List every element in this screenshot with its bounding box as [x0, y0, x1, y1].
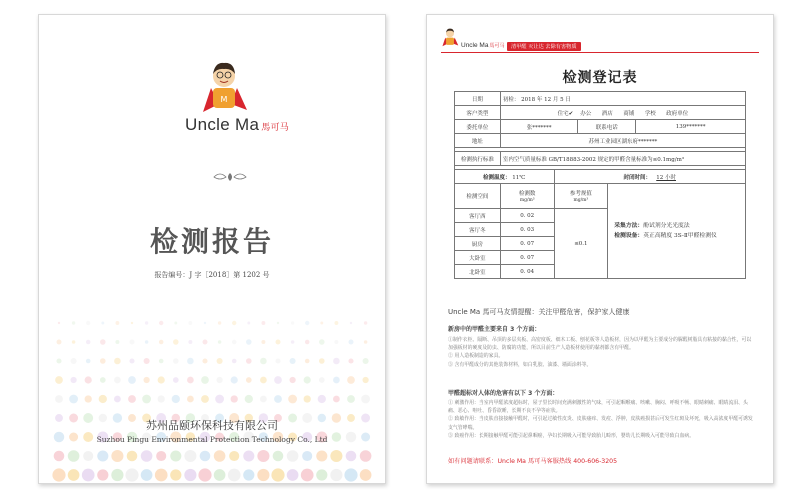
table-row	[455, 184, 746, 209]
decor-dot	[97, 469, 108, 480]
decor-dot	[173, 339, 179, 345]
decor-dot	[131, 322, 133, 324]
decor-dot	[52, 468, 65, 481]
company-name-cn: 苏州品颐环保科技有限公司	[146, 419, 278, 432]
cover-logo-brand: Uncle Ma	[185, 115, 260, 134]
decor-dot	[232, 340, 237, 345]
row-value: 0. 04	[500, 265, 554, 279]
registration-table	[454, 91, 746, 279]
row-value: 0. 07	[500, 251, 554, 265]
row-value: 0. 02	[500, 209, 554, 223]
decor-dot	[275, 358, 280, 363]
decor-dot	[141, 450, 153, 462]
section2-item: ② 致敏作用：当皮肤直接接触甲醛时，可引起过敏性皮炎、皮肤瘙痒、发痘、浮肿，皮肤癌损甚后可发生红斑及坏死，吸入高浓度甲醛可诱发支气管哮喘。	[448, 416, 753, 431]
reference-value: ≤0.1	[554, 209, 608, 279]
decor-dot	[261, 340, 265, 344]
section1-item: ② 用人造板制造的家具。	[448, 353, 504, 360]
decor-dot	[159, 321, 163, 325]
decor-dot	[58, 322, 60, 324]
decor-dot	[346, 451, 357, 462]
decor-dot	[260, 377, 267, 384]
table-row	[455, 120, 746, 134]
decor-dot	[57, 340, 62, 345]
col-value-title: 检测数	[518, 191, 536, 197]
decor-dot	[243, 469, 254, 480]
decor-dot	[305, 321, 309, 325]
row-space: 大卧室	[455, 251, 501, 265]
decor-dot	[159, 340, 164, 345]
decor-dot	[101, 322, 104, 325]
decor-dot	[218, 340, 222, 344]
cover-logo-cn: 馬可马	[261, 123, 290, 133]
report-page	[426, 14, 774, 484]
header-mascot-icon	[441, 27, 459, 49]
standard-label: 检测执行标准	[455, 152, 501, 166]
client-type-label: 客户类型	[455, 106, 501, 120]
decor-dot	[100, 358, 106, 364]
temperature-cell	[455, 170, 555, 184]
decor-dot	[304, 376, 311, 383]
section1-item: ③ 含有甲醛成分的其他装饰材料，如白乳胶、油漆、墙面涂料等。	[448, 361, 592, 368]
header-logo-cn: 馬可马	[489, 43, 505, 49]
decor-dot	[86, 340, 91, 345]
report-number: 报告编号：J 字［2018］第 1202 号	[154, 271, 270, 279]
row-space: 客厅冬	[455, 223, 501, 237]
section2-item: ③ 致癌作用：长期接触甲醛可能引起鼻咽癌，孕妇长期吸入可能导致胎儿畸形，婴幼儿长期吸入可能导致白血病。	[448, 432, 695, 439]
cover-page	[38, 14, 386, 484]
section2-title: 甲醛超标对人体的危害有以下 3 个方面：	[448, 390, 559, 397]
decor-dot	[246, 358, 252, 364]
decor-dot	[305, 359, 310, 364]
decor-dot	[246, 377, 252, 383]
row-space: 北卧室	[455, 265, 501, 279]
decor-dot	[184, 450, 196, 462]
decor-dot	[350, 322, 352, 324]
decor-dot	[142, 395, 151, 404]
decor-dot	[319, 377, 325, 383]
decor-dot	[86, 359, 91, 364]
client-unit-label: 委托单位	[455, 120, 501, 134]
decor-dot	[172, 395, 180, 403]
decor-dot	[229, 451, 239, 461]
dot-pattern-decoration	[51, 315, 373, 483]
decor-dot	[288, 395, 297, 404]
decor-dot	[72, 321, 75, 324]
decor-dot	[114, 396, 121, 403]
section1-paragraphs	[448, 336, 754, 369]
brand-reminder: Uncle Ma 馬可马友情提醒：关注甲醛危害，保护家人健康	[448, 308, 630, 316]
decor-dot	[144, 358, 150, 364]
decor-dot	[330, 450, 342, 462]
decor-dot	[291, 321, 294, 324]
decor-dot	[184, 469, 196, 481]
decor-dot	[204, 322, 206, 324]
decor-dot	[115, 321, 119, 325]
decor-dot	[128, 376, 136, 384]
temperature-value: 11℃	[512, 174, 526, 181]
decor-dot	[198, 468, 211, 481]
address-label: 地址	[455, 134, 501, 148]
row-space: 厨房	[455, 237, 501, 251]
decor-dot	[174, 322, 177, 325]
company-name-en: Suzhou Pingu Environmental Protection Technology Co., Ltd	[96, 435, 328, 444]
method-cell	[608, 184, 746, 279]
standard-value: 室内空气质量标准 GB/T18883-2002 规定的甲醛含量标准为≤0.1mg/m³	[500, 152, 745, 166]
decor-dot	[360, 450, 372, 462]
decor-dot	[287, 469, 299, 481]
decor-dot	[187, 396, 194, 403]
decor-dot	[257, 450, 269, 462]
decor-dot	[156, 451, 166, 461]
table-row	[455, 152, 746, 166]
decor-dot	[333, 396, 340, 403]
decor-dot	[83, 451, 93, 461]
client-type-option: 住宅✔	[557, 110, 574, 117]
device-label: 检测设备：	[614, 233, 644, 239]
decor-dot	[82, 469, 95, 482]
decor-dot	[215, 395, 224, 404]
section2-item: ① 刺激作用：当室内甲醛浓度超标时，屋子里长时间充满刺激性的气味，可引起咽喉痛、咳嗽、胸闷、呼吸不畅、眼睛刺痛、眼睛流泪、头痛、恶心、呕吐、昏昏欲睡，长期不良不孕等症状。	[448, 400, 748, 415]
client-type-options	[500, 106, 745, 120]
col-ref-title: 参考规值	[569, 191, 592, 197]
decor-dot	[71, 377, 77, 383]
decor-dot	[243, 450, 254, 461]
decor-dot	[320, 322, 323, 325]
decor-dot	[145, 321, 148, 324]
svg-text:M: M	[220, 95, 228, 104]
decor-dot	[218, 321, 221, 324]
decor-dot	[277, 322, 279, 324]
table-row	[455, 134, 746, 148]
decor-dot	[170, 469, 181, 480]
decor-dot	[111, 469, 123, 481]
decor-dot	[364, 321, 367, 324]
address-value: 苏州工业园区湖东府*******	[500, 134, 745, 148]
decor-dot	[316, 450, 327, 461]
decor-dot	[85, 395, 92, 402]
header-logo-brand: Uncle Ma	[461, 42, 489, 49]
decor-dot	[71, 358, 77, 364]
decor-dot	[54, 451, 65, 462]
decor-dot	[214, 469, 226, 481]
decor-dot	[55, 376, 63, 384]
decor-dot	[68, 450, 80, 462]
decor-dot	[334, 340, 338, 344]
decor-dot	[217, 358, 223, 364]
decor-dot	[202, 358, 207, 363]
decor-dot	[301, 469, 314, 482]
decor-dot	[276, 340, 281, 345]
decor-dot	[319, 358, 325, 364]
decor-dot	[141, 469, 153, 481]
decor-dot	[349, 340, 354, 345]
decor-dot	[111, 450, 123, 462]
section2-paragraphs	[448, 399, 754, 440]
table-row	[455, 92, 746, 106]
decor-dot	[361, 395, 370, 404]
header-divider	[441, 52, 759, 53]
decor-dot	[129, 358, 134, 363]
decor-dot	[201, 376, 209, 384]
decor-dot	[69, 395, 78, 404]
section1-item: ①制作衣柜、隔断、吊顶的多层夹板、高密度板、细木工板、刨花板等人造板材，因为以甲醛为主要成分的脲醛树脂具有粘接的黏合性，可以加强板材的硬度及防虫、防腐的功能，所以目前生产人造板材使用的黏剂都含有甲醛。	[448, 337, 752, 352]
decor-dot	[261, 321, 265, 325]
decor-dot	[188, 340, 192, 344]
decor-dot	[173, 358, 179, 364]
decor-dot	[333, 377, 340, 384]
ornament-icon	[212, 170, 248, 184]
decor-dot	[245, 395, 253, 403]
decor-dot	[304, 395, 311, 402]
cover-title: 检测报告	[149, 225, 274, 258]
table-row	[455, 170, 746, 184]
decor-dot	[155, 469, 168, 482]
decor-dot	[347, 395, 355, 403]
decor-dot	[363, 358, 369, 364]
decor-dot	[274, 376, 282, 384]
decor-dot	[128, 395, 136, 403]
col-space-header: 检测空间	[455, 184, 501, 209]
decor-dot	[72, 340, 76, 344]
decor-dot	[257, 469, 269, 481]
decor-dot	[347, 376, 355, 384]
row-space: 客厅西	[455, 209, 501, 223]
decor-dot	[68, 469, 80, 481]
closed-time-cell	[554, 170, 746, 184]
decor-dot	[170, 450, 181, 461]
decor-dot	[201, 395, 209, 403]
decor-dot	[319, 339, 325, 345]
decor-dot	[360, 469, 372, 481]
decor-dot	[231, 376, 238, 383]
method-label: 采集方法：	[614, 223, 644, 229]
decor-dot	[99, 395, 107, 403]
decor-dot	[247, 322, 250, 325]
phone-value: 139*******	[636, 120, 746, 134]
decor-dot	[114, 377, 121, 384]
header-logo	[461, 42, 504, 49]
decor-dot	[187, 377, 194, 384]
col-value-unit: mg/m³	[519, 198, 535, 203]
col-value-header	[500, 184, 554, 209]
temperature-label: 检测温度：	[483, 174, 511, 181]
phone-label: 联系电话	[578, 120, 636, 134]
decor-dot	[187, 358, 194, 365]
decor-dot	[228, 469, 241, 482]
cover-logo-text	[185, 115, 289, 135]
report-title: 检测登记表	[562, 70, 638, 86]
decor-dot	[86, 321, 90, 325]
device-value: 英正高精度 3S-Ⅱ甲醛检测仪	[643, 233, 717, 239]
decor-dot	[100, 377, 106, 383]
decor-dot	[114, 358, 121, 365]
decor-dot	[203, 340, 208, 345]
decor-dot	[334, 321, 338, 325]
decor-dot	[260, 358, 267, 365]
decor-dot	[231, 395, 238, 402]
decor-dot	[246, 339, 252, 345]
decor-dot	[214, 450, 226, 462]
client-type-option: 办公	[580, 110, 592, 117]
decor-dot	[291, 340, 295, 344]
method-value: 酚试剂分光光度法	[643, 223, 690, 229]
decor-dot	[200, 451, 211, 462]
col-ref-unit: mg/m³	[573, 198, 589, 203]
client-type-option: 学校	[644, 110, 656, 117]
row-value: 0. 03	[500, 223, 554, 237]
decor-dot	[364, 340, 368, 344]
closed-time-label: 封闭时间：	[623, 174, 651, 181]
closed-time-value: 12 小时	[656, 174, 676, 181]
date-value: 初检： 2018 年 12 月 5 日	[500, 92, 745, 106]
decor-dot	[159, 359, 164, 364]
decor-dot	[305, 340, 310, 345]
decor-dot	[273, 451, 284, 462]
client-type-option: 政府单位	[666, 110, 689, 117]
decor-dot	[125, 468, 138, 481]
decor-dot	[271, 468, 284, 481]
decor-dot	[287, 450, 299, 462]
decor-dot	[274, 395, 282, 403]
section1-title: 新房中的甲醛主要来自 3 个方面：	[448, 326, 541, 333]
decor-dot	[232, 359, 237, 364]
decor-dot	[348, 358, 353, 363]
client-type-option: 酒店	[601, 110, 613, 117]
contact-hotline: 如有问题请联系：Uncle Ma 馬可马客服热线 400-606-3205	[448, 458, 618, 465]
header-slogan: 清甲醛 灭让达 去除有害物质	[507, 42, 581, 51]
decor-dot	[145, 340, 149, 344]
mascot-logo-icon	[199, 60, 249, 118]
decor-dot	[302, 451, 312, 461]
table-row	[455, 106, 746, 120]
decor-dot	[56, 358, 61, 363]
decor-dot	[290, 377, 296, 383]
client-unit-value: 张*******	[500, 120, 577, 134]
decor-dot	[260, 396, 267, 403]
decor-dot	[85, 376, 92, 383]
date-label: 日期	[455, 92, 501, 106]
decor-dot	[130, 340, 135, 345]
decor-dot	[144, 377, 150, 383]
decor-dot	[55, 395, 63, 403]
decor-dot	[330, 469, 342, 481]
decor-dot	[100, 339, 106, 345]
decor-dot	[363, 377, 369, 383]
decor-dot	[232, 321, 236, 325]
decor-dot	[158, 376, 165, 383]
decor-dot	[158, 395, 165, 402]
decor-dot	[316, 469, 327, 480]
decor-dot	[173, 377, 179, 383]
decor-dot	[188, 321, 192, 325]
decor-dot	[115, 340, 119, 344]
row-value: 0. 07	[500, 237, 554, 251]
decor-dot	[344, 468, 357, 481]
decor-dot	[217, 377, 223, 383]
decor-dot	[97, 450, 108, 461]
col-ref-header	[554, 184, 608, 209]
decor-dot	[290, 358, 296, 364]
decor-dot	[333, 358, 340, 365]
decor-dot	[318, 395, 326, 403]
client-type-option: 商铺	[623, 110, 635, 117]
decor-dot	[127, 451, 138, 462]
